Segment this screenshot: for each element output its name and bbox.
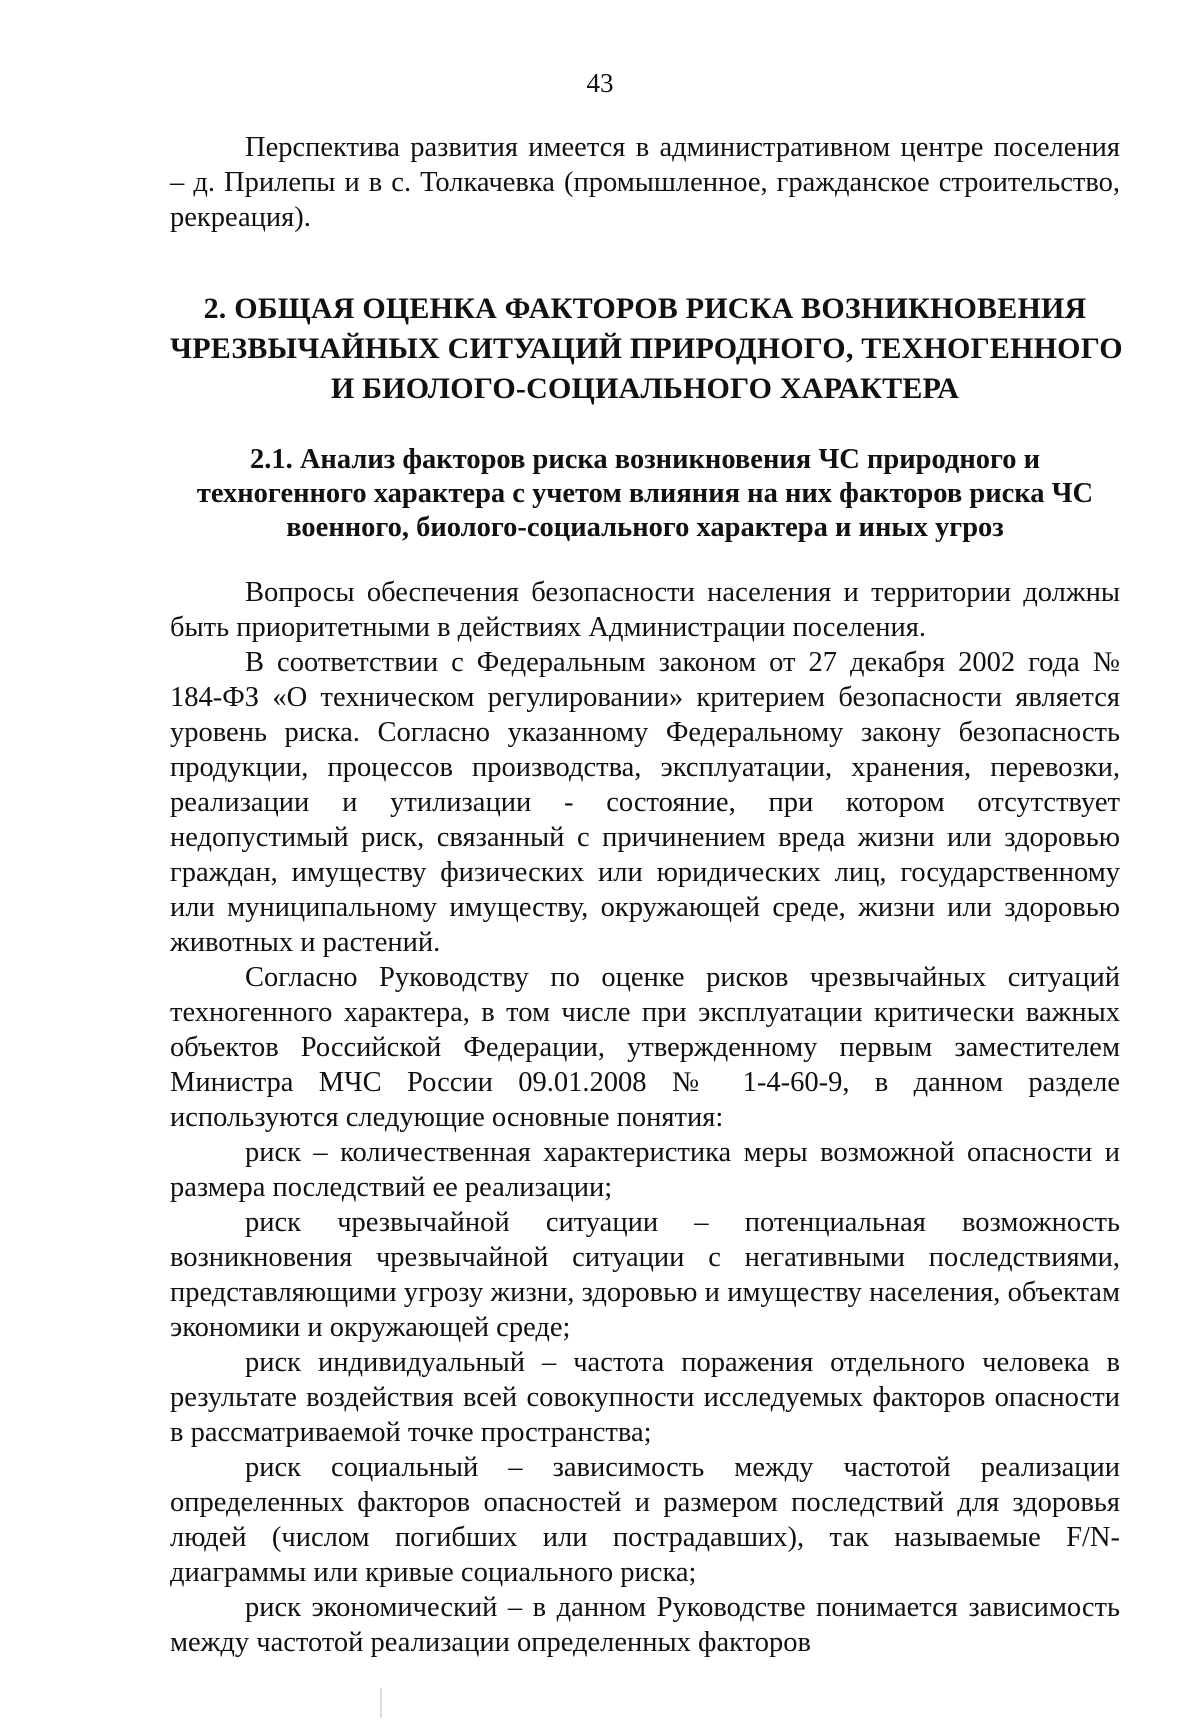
section-heading: [170, 289, 1123, 409]
definition-paragraph: риск экономический – в данном Руководстве понимается зависимость между частотой реализации определенных факторов: [170, 1592, 1120, 1658]
definition-paragraph: риск – количественная характеристика меры возможной опасности и размера последствий ее реализации;: [170, 1137, 1120, 1203]
body-paragraph: В соответствии с Федеральным законом от 27 декабря 2002 года № 184-ФЗ «О техническом регулировании» критерием безопасности является уровень риска. Согласно указанному Федеральному закону безопасность продукции, процессов производства, эксплуатации, хранения, перевозки, реализации и утилизации - состояние, при котором отсутствует недопустимый риск, связанный с причинением вреда жизни или здоровью граждан, имуществу физических или юридических лиц, государственному или муниципальному имуществу, окружающей среде, жизни или здоровью животных и растений.: [170, 647, 1120, 958]
definition-paragraph: риск чрезвычайной ситуации – потенциальная возможность возникновения чрезвычайной ситуации с негативными последствиями, представляющими угрозу жизни, здоровью и имуществу населения, объектам экономики и окружающей среде;: [170, 1207, 1120, 1343]
definition-paragraph: риск индивидуальный – частота поражения отдельного человека в результате воздействия всей совокупности исследуемых факторов опасности в рассматриваемой точке пространства;: [170, 1347, 1120, 1448]
page-content: [170, 130, 1123, 1660]
scan-artifact: [380, 1688, 382, 1718]
page-number: 43: [586, 68, 614, 98]
section-heading-line: ЧРЕЗВЫЧАЙНЫХ СИТУАЦИЙ ПРИРОДНОГО, ТЕХНОГЕННОГО: [170, 332, 1123, 365]
body-paragraph: Согласно Руководству по оценке рисков чрезвычайных ситуаций техногенного характера, в том числе при эксплуатации критически важных объектов Российской Федерации, утвержденному первым заместителем Министра МЧС России 09.01.2008 № 1-4-60-9, в данном разделе используются следующие основные понятия:: [170, 962, 1120, 1133]
subsection-heading-line: 2.1. Анализ факторов риска возникновения ЧС природного и: [249, 444, 1041, 475]
section-heading-line: И БИОЛОГО-СОЦИАЛЬНОГО ХАРАКТЕРА: [330, 372, 960, 405]
body-paragraph: Вопросы обеспечения безопасности населения и территории должны быть приоритетными в действиях Администрации поселения.: [170, 577, 1120, 643]
subsection-heading: [170, 443, 1120, 545]
intro-paragraph: Перспектива развития имеется в административном центре поселения – д. Прилепы и в с. Толкачевка (промышленное, гражданское строительство, рекреация).: [170, 132, 1120, 233]
subsection-heading-line: военного, биолого-социального характера и иных угроз: [286, 512, 1004, 543]
subsection-heading-line: техногенного характера с учетом влияния на них факторов риска ЧС: [196, 478, 1094, 509]
definition-paragraph: риск социальный – зависимость между частотой реализации определенных факторов опасностей и размером последствий для здоровья людей (числом погибших или пострадавших), так называемые F/N-диаграммы или кривые социального риска;: [170, 1452, 1120, 1588]
section-heading-line: 2. ОБЩАЯ ОЦЕНКА ФАКТОРОВ РИСКА ВОЗНИКНОВЕНИЯ: [203, 292, 1087, 325]
